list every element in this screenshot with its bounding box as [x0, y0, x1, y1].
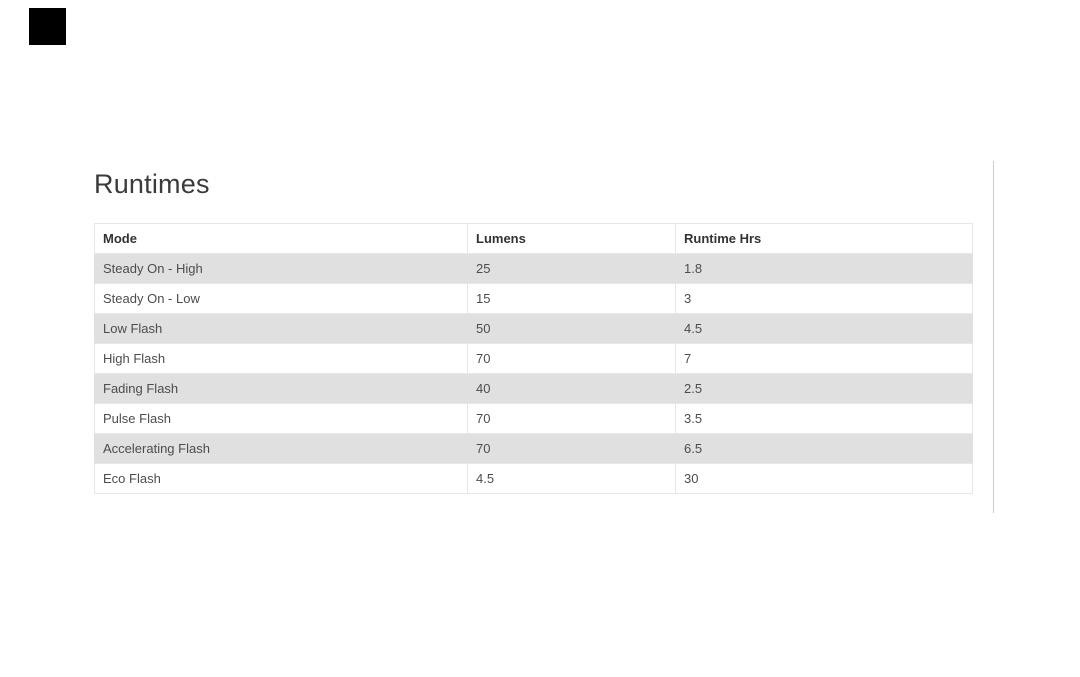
mode-cell: Accelerating Flash	[95, 434, 468, 464]
header-row	[95, 224, 973, 254]
vertical-divider	[993, 161, 994, 513]
runtime-cell: 3	[676, 284, 973, 314]
runtime-cell: 6.5	[676, 434, 973, 464]
runtimes-table	[94, 223, 973, 494]
table-row	[95, 374, 973, 404]
mode-cell: Steady On - High	[95, 254, 468, 284]
lumens-cell: 4.5	[468, 464, 676, 494]
column-header-lumens: Lumens	[468, 224, 676, 254]
lumens-cell: 40	[468, 374, 676, 404]
table-row	[95, 314, 973, 344]
lumens-cell: 70	[468, 344, 676, 374]
runtime-cell: 30	[676, 464, 973, 494]
mode-cell: Fading Flash	[95, 374, 468, 404]
table-row	[95, 254, 973, 284]
lumens-cell: 50	[468, 314, 676, 344]
mode-cell: Eco Flash	[95, 464, 468, 494]
mode-cell: High Flash	[95, 344, 468, 374]
mode-cell: Steady On - Low	[95, 284, 468, 314]
lumens-cell: 70	[468, 434, 676, 464]
table-row	[95, 434, 973, 464]
table-row	[95, 344, 973, 374]
column-header-runtime-hrs: Runtime Hrs	[676, 224, 973, 254]
table-row	[95, 464, 973, 494]
runtime-cell: 7	[676, 344, 973, 374]
table-header	[95, 224, 973, 254]
mode-cell: Low Flash	[95, 314, 468, 344]
runtime-cell: 3.5	[676, 404, 973, 434]
table-row	[95, 284, 973, 314]
column-header-mode: Mode	[95, 224, 468, 254]
lumens-cell: 15	[468, 284, 676, 314]
page-title: Runtimes	[94, 169, 210, 199]
lumens-cell: 70	[468, 404, 676, 434]
runtime-cell: 4.5	[676, 314, 973, 344]
lumens-cell: 25	[468, 254, 676, 284]
table-row	[95, 404, 973, 434]
table-body	[95, 254, 973, 494]
mode-cell: Pulse Flash	[95, 404, 468, 434]
black-box	[29, 8, 66, 45]
runtime-cell: 2.5	[676, 374, 973, 404]
runtime-cell: 1.8	[676, 254, 973, 284]
